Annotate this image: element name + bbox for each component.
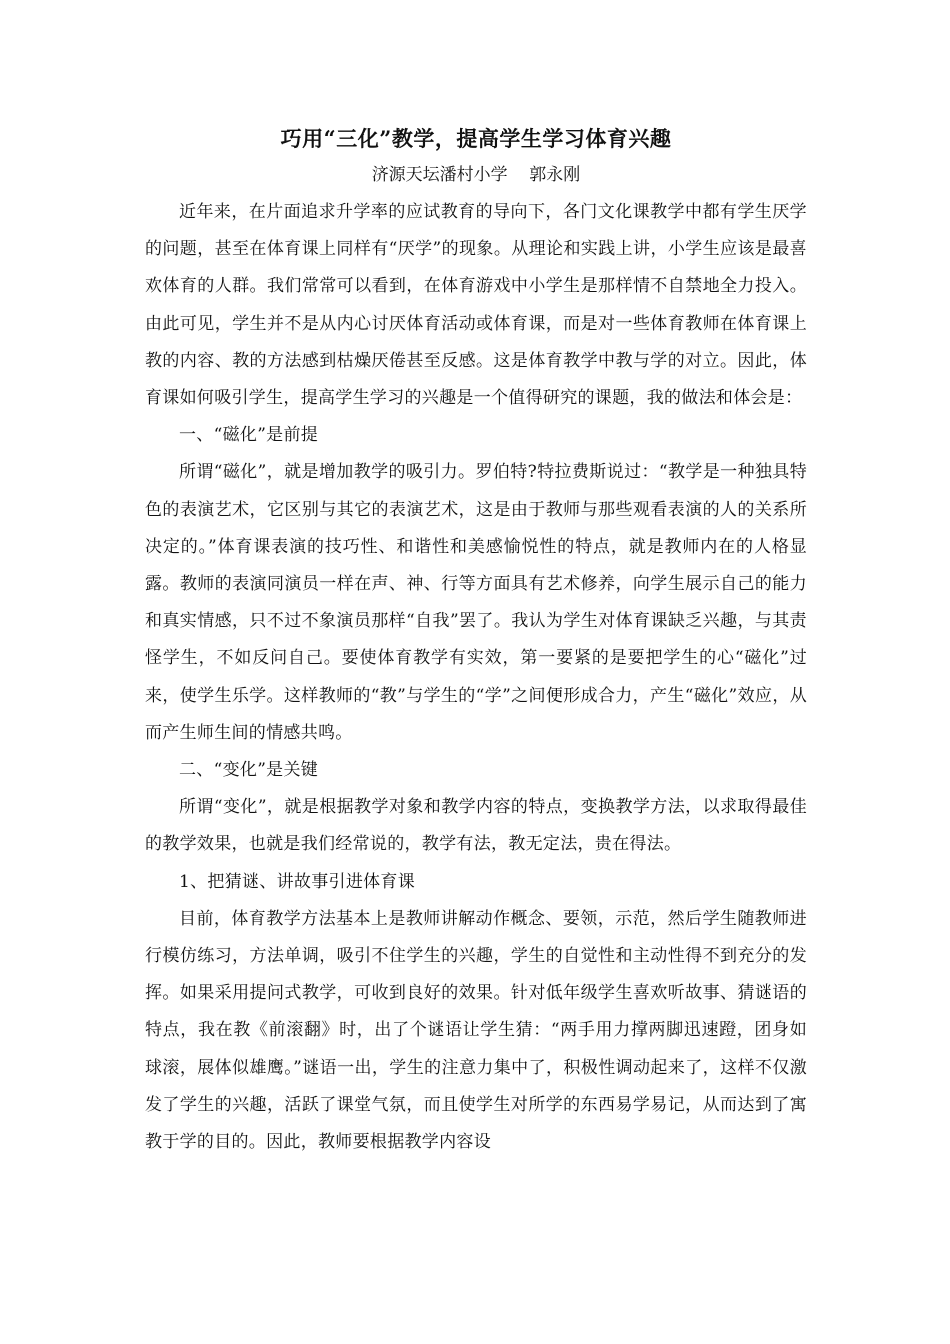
document-page xyxy=(145,118,807,1161)
section-heading-1: 一、“磁化”是前提 xyxy=(179,425,319,446)
section-heading-2: 二、“变化”是关键 xyxy=(179,760,319,781)
subsection-heading-1: 1、把猜谜、讲故事引进体育课 xyxy=(179,871,416,892)
document-title: 巧用“三化”教学，提高学生学习体育兴趣 xyxy=(280,126,672,151)
paragraph-change: 所谓“变化”，就是根据教学对象和教学内容的特点，变换教学方法，以求取得最佳的教学效果，也就是我们经常说的，教学有法，教无定法，贵在得法。 xyxy=(145,797,807,855)
paragraph-riddles: 目前，体育教学方法基本上是教师讲解动作概念、要领，示范，然后学生随教师进行模仿练习，方法单调，吸引不住学生的兴趣，学生的自觉性和主动性得不到充分的发挥。如果采用提问式教学，可收到良好的效果。针对低年级学生喜欢听故事、猜谜语的特点，我在教《前滚翻》时，出了个谜语让学生猜：“两手用力撑两脚迅速蹬，团身如球滚，展体似雄鹰。”谜语一出，学生的注意力集中了，积极性调动起来了，这样不仅激发了学生的兴趣，活跃了课堂气氛，而且使学生对所学的东西易学易记，从而达到了寓教于学的目的。因此，教师要根据教学内容设 xyxy=(145,908,807,1153)
document-author: 济源天坛潘村小学 郭永刚 xyxy=(371,165,581,185)
paragraph-magnetize: 所谓“磁化”，就是增加教学的吸引力。罗伯特?特拉费斯说过：“教学是一种独具特色的表演艺术，它区别与其它的表演艺术，这是由于教师与那些观看表演的人的关系所决定的。”体育课表演的技巧性、和谐性和美感愉悦性的特点，就是教师内在的人格显露。教师的表演同演员一样在声、神、行等方面具有艺术修养，向学生展示自己的能力和真实情感，只不过不象演员那样“自我”罢了。我认为学生对体育课缺乏兴趣，与其责怪学生，不如反问自己。要使体育教学有实效，第一要紧的是要把学生的心“磁化”过来，使学生乐学。这样教师的“教”与学生的“学”之间便形成合力，产生“磁化”效应，从而产生师生间的情感共鸣。 xyxy=(145,462,807,743)
paragraph-intro: 近年来，在片面追求升学率的应试教育的导向下，各门文化课教学中都有学生厌学的问题，甚至在体育课上同样有“厌学”的现象。从理论和实践上讲，小学生应该是最喜欢体育的人群。我们常常可以看到，在体育游戏中小学生是那样情不自禁地全力投入。由此可见，学生并不是从内心讨厌体育活动或体育课，而是对一些体育教师在体育课上教的内容、教的方法感到枯燥厌倦甚至反感。这是体育教学中教与学的对立。因此，体育课如何吸引学生，提高学生学习的兴趣是一个值得研究的课题，我的做法和体会是： xyxy=(145,202,807,409)
